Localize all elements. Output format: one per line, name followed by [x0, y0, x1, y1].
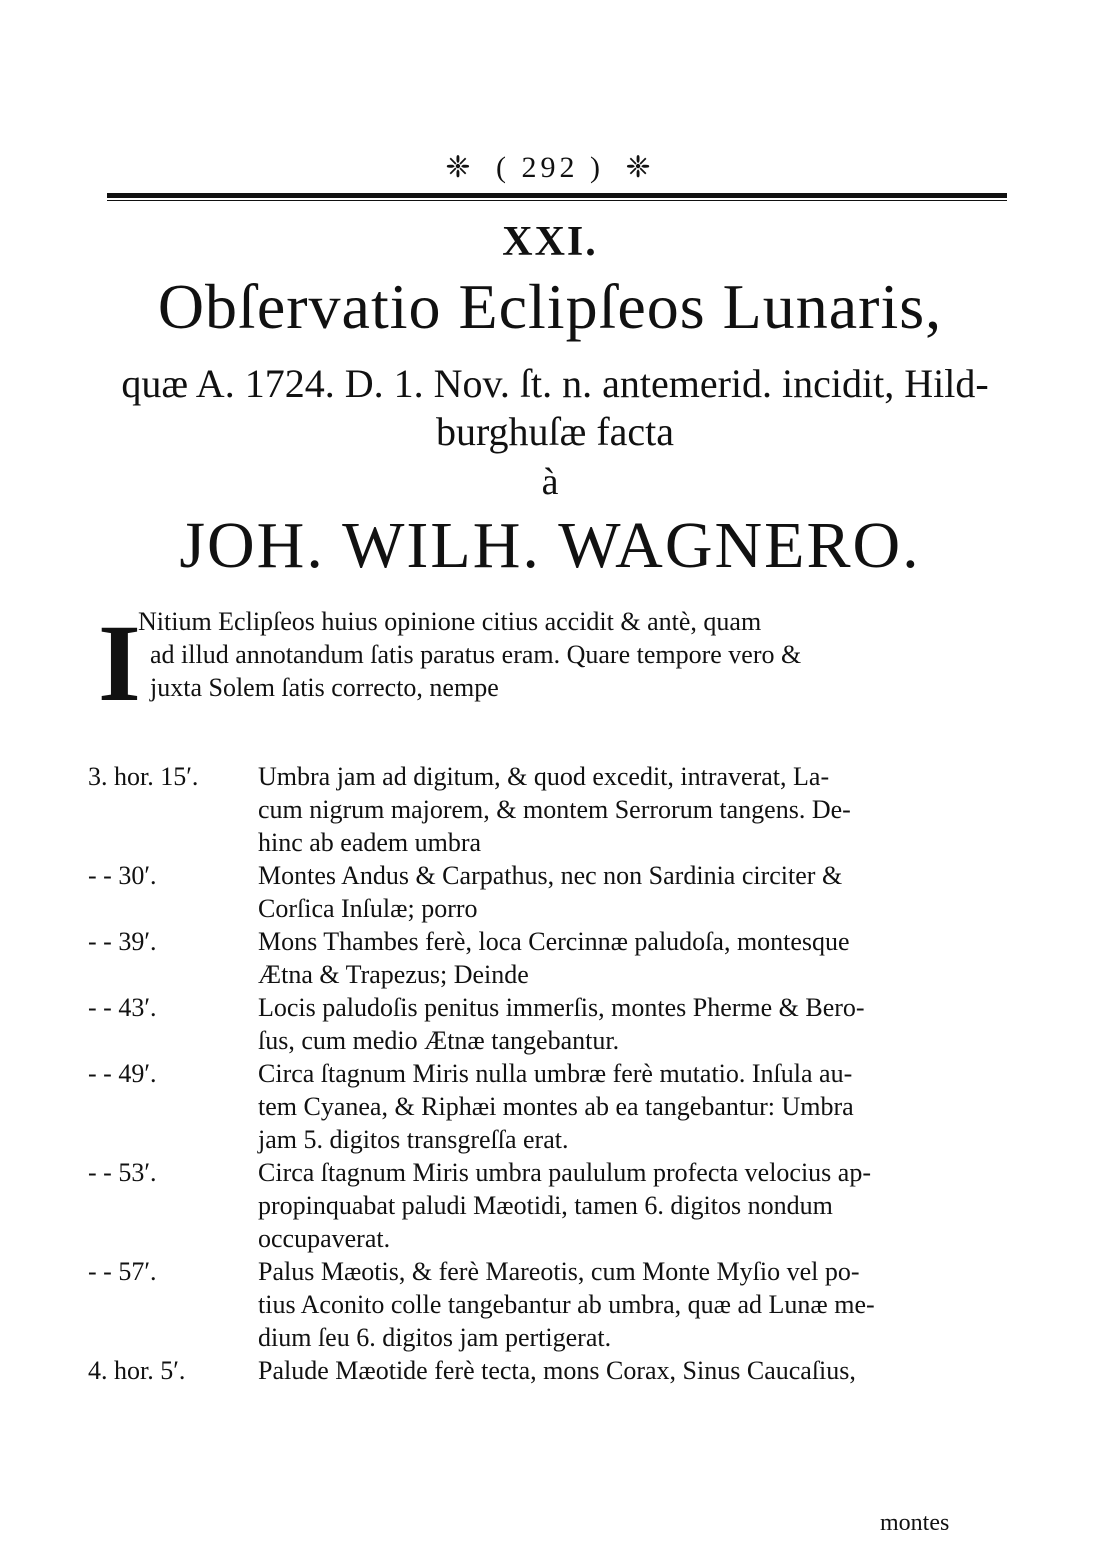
- header-rule-thick: [107, 193, 1007, 198]
- catchword: montes: [880, 1510, 950, 1536]
- article-subtitle: [100, 360, 1010, 456]
- article-title: Obſervatio Eclipſeos Lunaris,: [157, 271, 943, 342]
- entry-line: jam 5. digitos transgreſſa erat.: [258, 1125, 569, 1154]
- observation-entry: [88, 1156, 988, 1255]
- observation-entry: [88, 1354, 988, 1387]
- intro-paragraph: [98, 602, 993, 724]
- observation-entry: [88, 925, 988, 991]
- entry-line: Palude Mæotide ferè tecta, mons Corax, Sinus Caucaſius,: [258, 1356, 856, 1385]
- entry-line: ſus, cum medio Ætnæ tangebantur.: [258, 1026, 620, 1055]
- entry-time: - - 43′.: [88, 993, 157, 1022]
- intro-line: juxta Solem ſatis correcto, nempe: [150, 673, 499, 702]
- observation-entry: [88, 859, 988, 925]
- header-rule-thin: [107, 200, 1007, 201]
- entry-line: cum nigrum majorem, & montem Serrorum tangens. De-: [258, 795, 851, 824]
- entry-line: Corſica Inſulæ; porro: [258, 894, 478, 923]
- entry-line: Palus Mæotis, & ferè Mareotis, cum Monte Myſio vel po-: [258, 1257, 860, 1286]
- page-header: [0, 150, 1100, 185]
- entry-line: Mons Thambes ferè, loca Cercinnæ paludoſa, montesque: [258, 927, 850, 956]
- intro-line: ad illud annotandum ſatis paratus eram. Quare tempore vero &: [150, 640, 802, 669]
- observation-list: [88, 760, 988, 1387]
- entry-line: tius Aconito colle tangebantur ab umbra, quæ ad Lunæ me-: [258, 1290, 875, 1319]
- ornament-right-icon: ❈: [625, 151, 655, 184]
- author-name: JOH. WILH. WAGNERO.: [179, 509, 921, 582]
- intro-line: Nitium Eclipſeos huius opinione citius accidit & antè, quam: [138, 607, 762, 636]
- entry-time: - - 49′.: [88, 1059, 157, 1088]
- entry-line: Montes Andus & Carpathus, nec non Sardinia circiter &: [258, 861, 843, 890]
- subtitle-line: burghuſæ facta: [435, 409, 675, 454]
- entry-line: dium ſeu 6. digitos jam pertigerat.: [258, 1323, 612, 1352]
- observation-entry: [88, 991, 988, 1057]
- ornament-left-icon: ❈: [445, 151, 475, 184]
- entry-line: Locis paludoſis penitus immerſis, montes Pherme & Bero-: [258, 993, 865, 1022]
- observation-entry: [88, 760, 988, 859]
- entry-line: Circa ſtagnum Miris nulla umbræ ferè mutatio. Inſula au-: [258, 1059, 853, 1088]
- entry-time: 3. hor. 15′.: [88, 762, 199, 791]
- entry-time: - - 39′.: [88, 927, 157, 956]
- entry-time: - - 30′.: [88, 861, 157, 890]
- entry-line: Ætna & Trapezus; Deinde: [258, 960, 529, 989]
- subtitle-line: quæ A. 1724. D. 1. Nov. ſt. n. antemerid. incidit, Hild-: [121, 361, 989, 406]
- drop-cap: I: [98, 602, 141, 724]
- entry-line: hinc ab eadem umbra: [258, 828, 482, 857]
- entry-time: - - 57′.: [88, 1257, 157, 1286]
- entry-line: occupaverat.: [258, 1224, 391, 1253]
- entry-line: tem Cyanea, & Riphæi montes ab ea tangebantur: Umbra: [258, 1092, 854, 1121]
- entry-time: 4. hor. 5′.: [88, 1356, 186, 1385]
- entry-line: Umbra jam ad digitum, & quod excedit, intraverat, La-: [258, 762, 830, 791]
- observation-entry: [88, 1057, 988, 1156]
- observation-entry: [88, 1255, 988, 1354]
- entry-line: propinquabat paludi Mæotidi, tamen 6. digitos nondum: [258, 1191, 833, 1220]
- preposition: à: [541, 461, 559, 503]
- page-number: ( 292 ): [496, 151, 604, 184]
- entry-line: Circa ſtagnum Miris umbra paululum profecta velocius ap-: [258, 1158, 871, 1187]
- section-number: XXI.: [502, 219, 598, 265]
- entry-time: - - 53′.: [88, 1158, 157, 1187]
